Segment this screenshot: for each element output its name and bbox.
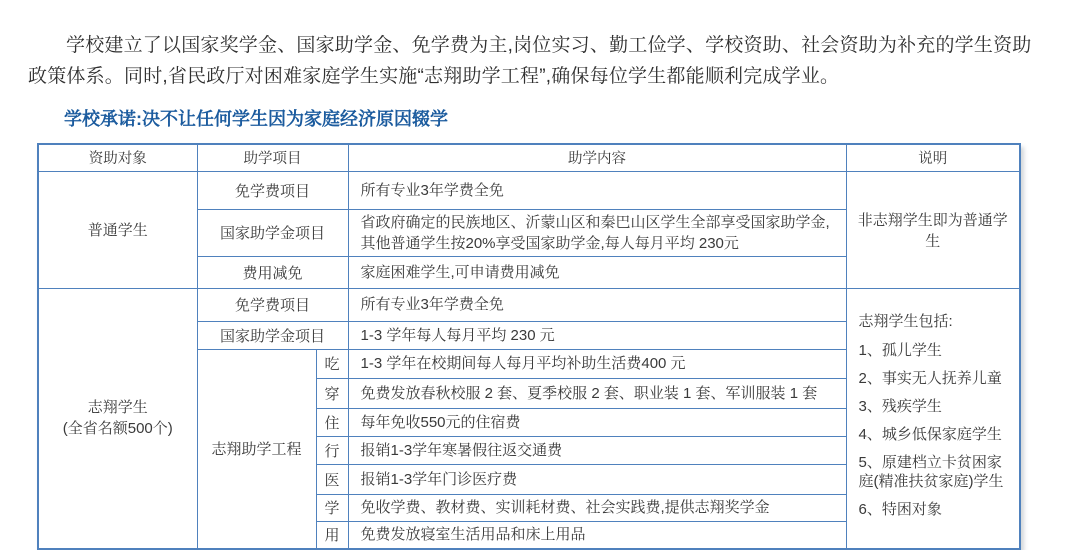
project-cell: 免学费项目 [197,171,348,209]
content-cell: 免费发放春秋校服 2 套、夏季校服 2 套、职业装 1 套、军训服装 1 套 [348,378,846,408]
program-tag-cell: 用 [316,521,348,549]
content-cell: 免收学费、教材费、实训耗材费、社会实践费,提供志翔奖学金 [348,494,846,521]
note-item: 3、残疾学生 [858,398,942,416]
intro-paragraph: 学校建立了以国家奖学金、国家助学金、免学费为主,岗位实习、勤工俭学、学校资助、社会资助为补充的学生资助政策体系。同时,省民政厅对困难家庭学生实施“志翔助学工程”,确保每位学生都能顺利完成学业。 [28,35,1032,87]
note-item: 2、事实无人抚养儿童 [858,370,1002,388]
table-row [38,288,1020,321]
zhixiang-target-line1: 志翔学生 [87,399,148,417]
ordinary-target-cell: 普通学生 [38,171,197,288]
header-project: 助学项目 [197,144,348,171]
content-cell: 省政府确定的民族地区、沂蒙山区和秦巴山区学生全部享受国家助学金,其他普通学生按20%享受国家助学金,每人每月平均 230元 [348,209,846,256]
content-cell: 报销1-3学年门诊医疗费 [348,464,846,494]
program-tag-cell: 行 [316,436,348,464]
program-tag-cell: 穿 [316,378,348,408]
ordinary-note-cell: 非志翔学生即为普通学生 [846,171,1020,288]
content-cell: 报销1-3学年寒暑假往返交通费 [348,436,846,464]
content-cell: 家庭困难学生,可申请费用减免 [348,256,846,288]
content-cell: 免费发放寝室生活用品和床上用品 [348,521,846,549]
note-item: 1、孤儿学生 [858,342,942,360]
content-cell: 每年免收550元的住宿费 [348,408,846,436]
zhixiang-note-cell [846,288,1020,549]
note-item: 4、城乡低保家庭学生 [858,426,1002,444]
header-content: 助学内容 [348,144,846,171]
project-cell: 免学费项目 [197,288,348,321]
program-tag-cell: 医 [316,464,348,494]
note-item: 6、特困对象 [858,501,942,519]
content-cell: 所有专业3年学费全免 [348,288,846,321]
project-cell: 费用减免 [197,256,348,288]
program-tag-cell: 吃 [316,349,348,378]
project-cell: 国家助学金项目 [197,209,348,256]
program-tag-cell: 住 [316,408,348,436]
header-note: 说明 [846,144,1020,171]
zhixiang-target-cell [38,288,197,549]
note-item: 5、原建档立卡贫困家庭(精准扶贫家庭)学生 [858,454,1004,491]
program-tag-cell: 学 [316,494,348,521]
school-promise-heading: 学校承诺:决不让任何学生因为家庭经济原因辍学 [64,109,448,129]
note-title: 志翔学生包括: [858,313,953,331]
zhixiang-target-line2: (全省名额500个) [62,420,173,438]
content-cell: 所有专业3年学费全免 [348,171,846,209]
project-cell: 国家助学金项目 [197,321,348,349]
header-target: 资助对象 [38,144,197,171]
zhixiang-program-cell: 志翔助学工程 [197,349,316,549]
content-cell: 1-3 学年每人每月平均 230 元 [348,321,846,349]
student-aid-table [37,143,1021,550]
table-row [38,171,1020,209]
content-cell: 1-3 学年在校期间每人每月平均补助生活费400 元 [348,349,846,378]
table-header-row [38,144,1020,171]
